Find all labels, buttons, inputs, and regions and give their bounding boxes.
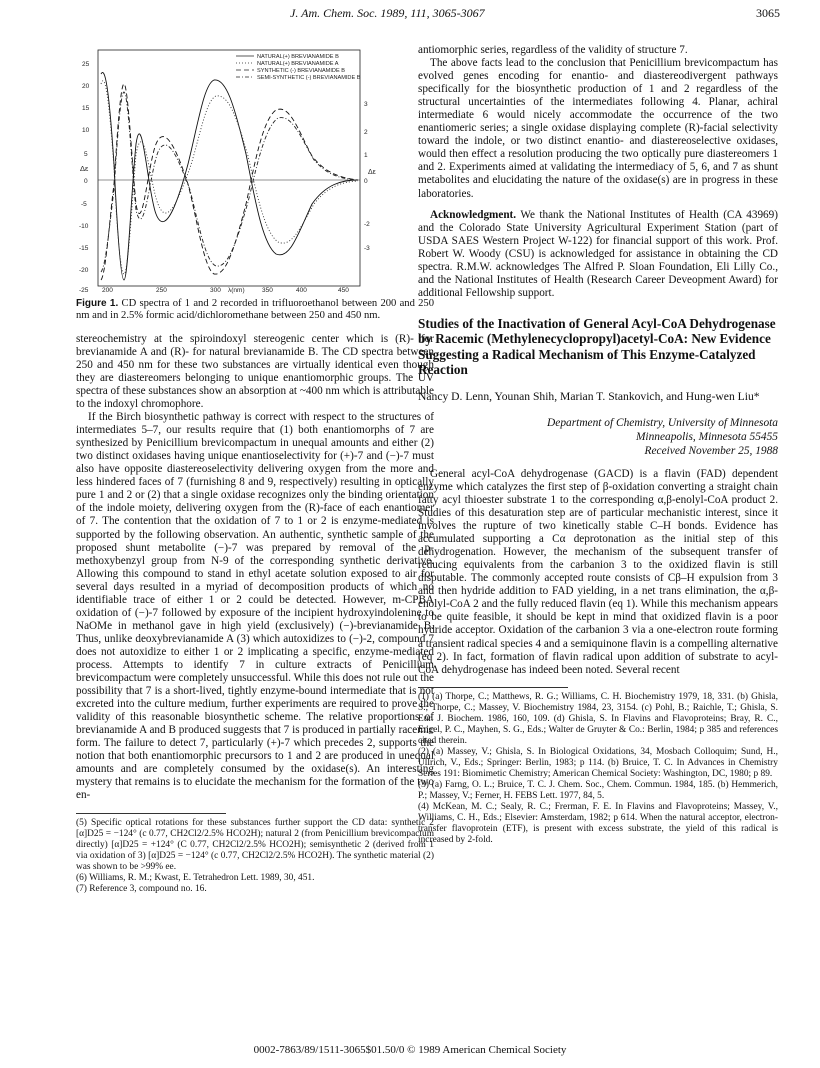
y-tick-right: 2 <box>364 129 368 136</box>
body-paragraph: antiomorphic series, regardless of the validity of structure 7. <box>418 44 688 56</box>
spectrum-natural-a <box>101 81 358 274</box>
y-tick-right: 1 <box>364 152 368 159</box>
y-tick-left: 25 <box>82 61 90 68</box>
y-tick-left: -5 <box>81 201 87 208</box>
copyright-footer: 0002-7863/89/1511-3065$01.50/0 © 1989 American Chemical Society <box>253 1044 567 1056</box>
x-tick: 300 <box>210 287 221 294</box>
x-unit-label: λ(nm) <box>228 287 245 294</box>
footnote: (6) Williams, R. M.; Kwast, E. Tetrahedron Lett. 1989, 30, 451. <box>76 872 315 883</box>
footnote-rule <box>418 687 568 688</box>
y-tick-left: 5 <box>84 151 88 158</box>
footnote: (4) McKean, M. C.; Sealy, R. C.; Frerman, F. E. In Flavins and Flavoproteins; Massey, V., Williams, C. H., Eds.; Elsevier: Amsterdam, 1982; p 614. When the natural acceptor, electron-transfer flavoprotein (ETF), is present with excess substrate, the yield of this radical is increased by 2-fold. <box>418 801 778 845</box>
body-paragraph: If the Birch biosynthetic pathway is correct with respect to the structures of intermediates 5–7, our results require that (1) both enantiomorphs of 7 are synthesized by Penicillium brevicompactum in unequal amounts and either (2) two distinct oxidases having unique enantioselectivity for (+)-7 and (−)-7 must also have opposite diastereoselectivity delivering oxygen from the more and less hindered faces of 7 (furnishing 8 and 9, respectively) resulting in optically pure 1 and 2 or (2) that a single oxidase recognizes only the binding orientation of the indole moiety, delivering oxygen from the (R)-face of each enantiomer of 7. The contention that the oxidation of 7 to 1 or 2 is enzyme-mediated is supported by the following observation. An authentic, synthetic sample of the proposed shunt metabolite (−)-7 was prepared by removal of the p-methoxybenzyl group from N-9 of the corresponding synthetic derivative. Allowing this compound to stand in ethyl acetate solution exposed to air for several days resulted in a myriad of decomposition products of which no identifiable trace of either 1 or 2 could be detected. However, m-CPBA oxidation of (−)-7 followed by exposure of the incipient hydroxyindolenine to NaOMe in methanol gave in high yield (exclusively) (−)-brevianamide B. Thus, unlike deoxybrevianamide A (3) which autoxidizes to (−)-2, compound 7 does not autoxidize to either 1 or 2 implicating a specific, enzyme-mediated process. Attempts to identify 7 in culture extracts of Penicillium brevicompactum were completely unsuccessful. While this does not rule out the possibility that 7 is a short-lived, tightly enzyme-bound intermediate that is not excreted into the culture medium, further experiments are required to prove the validity of this reasonable biosynthetic scheme. The relative proportions of brevianamide A and B produced suggests that 7 is produced in partially racemic form. The failure to detect 7, particularly (+)-7 which precedes 2, supports the notion that both enantiomorphic precursors to 1 and 2 are produced in unequal amounts and are completely consumed by the oxidase(s). An interesting mystery that remains is to elucidate the mechanism for the formation of the two en- <box>76 411 435 802</box>
cd-spectra-plot <box>76 44 376 294</box>
caption-text: CD spectra of 1 and 2 recorded in trifluoroethanol between 200 and 250 nm and in 2.5% formic acid/dichloromethane between 250 and 450 nm. <box>76 298 434 322</box>
left-axis-label: Δε <box>80 164 89 173</box>
acknowledgment-label: Acknowledgment. <box>430 208 517 221</box>
y-tick-right: -2 <box>364 221 370 228</box>
y-tick-left: 20 <box>82 83 90 90</box>
y-tick-left: -15 <box>79 245 89 252</box>
y-tick-left: 15 <box>82 105 90 112</box>
cd-spectra-figure <box>76 44 434 294</box>
y-tick-left: 10 <box>82 127 90 134</box>
right-column <box>418 44 778 846</box>
received-date: Received November 25, 1988 <box>644 444 778 457</box>
spectrum-natural-b <box>101 72 358 280</box>
x-tick: 250 <box>156 287 167 294</box>
article-title: Studies of the Inactivation of General Acyl-CoA Dehydrogenase by Racemic (Methylenecyclopropyl)acetyl-CoA: New Evidence Suggesting a Radical Mechanism of This Enzyme-Catalyzed Reaction <box>418 315 776 378</box>
spectrum-semisynthetic-b <box>101 92 358 272</box>
figure-caption <box>76 298 434 323</box>
y-tick-right: 0 <box>364 178 368 185</box>
journal-citation: J. Am. Chem. Soc. 1989, 111, 3065-3067 <box>290 6 485 20</box>
affiliation-line: Minneapolis, Minnesota 55455 <box>635 430 778 443</box>
article-authors: Nancy D. Lenn, Younan Shih, Marian T. Stankovich, and Hung-wen Liu* <box>418 389 760 403</box>
y-tick-right: 3 <box>364 101 368 108</box>
y-tick-left: 0 <box>84 178 88 185</box>
acknowledgment <box>418 209 778 300</box>
y-tick-left: -25 <box>79 287 89 294</box>
affiliation <box>418 416 778 458</box>
footnote-rule <box>76 813 226 814</box>
y-tick-left: -10 <box>79 223 89 230</box>
left-column <box>76 44 434 895</box>
page-number: 3065 <box>756 6 780 20</box>
caption-label: Figure 1. <box>76 298 119 309</box>
x-tick: 450 <box>338 287 349 294</box>
y-tick-right: -3 <box>364 245 370 252</box>
legend-entry: NATURAL(+) BREVIANAMIDE A <box>257 61 339 67</box>
footnote: (5) Specific optical rotations for these substances further support the CD data: synthetic 2 [α]D25 = −124° (c 0.77, CH2Cl2/2.5% HCO2H); natural 2 (from Penicillium brevicompactum directly) [α]D25 = +124° (C 0.77, CH2Cl2/2.5% HCO2H); semisynthetic 2 (derived from 1 via oxidation of 3) [α]D25 = −124° (c 0.77, CH2Cl2/2.5% HCO2H). The synthetic material (2) was shown to be >99% ee. <box>76 817 434 872</box>
footnote: (2) (a) Massey, V.; Ghisla, S. In Biological Oxidations, 34, Mosbach Colloquim; Sund, H., Ullrich, V., Eds.; Springer: Berlin, 1983; p 114. (b) Bruice, T. C. In Advances in Chemistry Series 191: Biomimetic Chemistry; American Chemical Society: Washington, DC, 1980; p 89. <box>418 746 778 779</box>
running-header <box>70 6 780 22</box>
y-tick-left: -20 <box>79 267 89 274</box>
x-tick: 400 <box>296 287 307 294</box>
footnote: (3) (a) Farng, O. L.; Bruice, T. C. J. Chem. Soc., Chem. Commun. 1984, 185. (b) Hemmerich, P.; Massey, V.; Ferner, H. FEBS Lett. 1977, 84, 5. <box>418 779 778 801</box>
right-axis-label: Δε <box>368 169 376 176</box>
footnote: (7) Reference 3, compound no. 16. <box>76 883 207 894</box>
body-paragraph: stereochemistry at the spiroindoxyl stereogenic center which is (R)- for brevianamide A and (R)- for natural brevianamide B. The CD spectra between 250 and 450 nm for these two substances are virtually identical even though they are diastereomers belonging to unique enantiomorphic groups. The UV spectra of these substances show an absorption at ~400 nm which is attributable to the indoxyl chromophore. <box>76 332 434 411</box>
spectrum-synthetic-b <box>101 84 358 280</box>
body-paragraph: General acyl-CoA dehydrogenase (GACD) is a flavin (FAD) dependent enzyme which catalyzes the first step of β-oxidation converting a straight chain fatty acyl thioester substrate 1 to the corresponding α,β-enolyl-CoA product 2. Studies of this desaturation step are of particular mechanistic interest, since it involves the rupture of two kinetically stable C–H bonds. Evidence has accumulated supporting a Cα deprotonation as the initial step of this dehydrogenation. However, the mechanism of the subsequent transfer of reducing equivalents from the carbanion 3 to the oxidized flavin is still disputable. The commonly accepted route consists of Cβ–H expulsion from 3 and then hydride addition to FAD yielding, in a net trans elimination, the α,β-enolyl-CoA 2 and the fully reduced flavin (eq 1). While this mechanism appears to be quite feasible, it should be kept in mind that oxidized flavin is a poor hydride acceptor. Oxidation of the carbanion 3 via a one-electron route forming a transient radical species 4 and a semiquinone flavin is a compelling alternative (eq 2). In fact, formation of flavin radical upon addition of substrate to acyl-CoA dehydrogenase has indeed been noted. Several recent <box>418 467 778 676</box>
legend-entry: SEMI-SYNTHETIC (-) BREVIANAMIDE B <box>257 75 361 81</box>
legend-entry: SYNTHETIC (-) BREVIANAMIDE B <box>257 68 345 74</box>
x-tick: 200 <box>102 287 113 294</box>
footnote: (1) (a) Thorpe, C.; Matthews, R. G.; Williams, C. H. Biochemistry 1979, 18, 331. (b) Ghisla, S.; Thorpe, C.; Massey, V. Biochemistry 1984, 23, 3154. (c) Pohl, B.; Raichle, T.; Ghisla, S. Eur. J. Biochem. 1986, 160, 109. (d) Ghisla, S. In Flavins and Flavoproteins; Bray, R. C., Engel, P. C., Mayhen, S. G., Eds.; Walter de Gruyter & Co.: Berlin, 1984; p 385 and references cited therein. <box>418 691 778 746</box>
body-paragraph: The above facts lead to the conclusion that Penicillium brevicompactum has evolved genes encoding for enantio- and diastereodivergent pathways specifically for the biosynthetic production of 1 and 2 regardless of the structural uncertainties of the intermediates following 4. Planar, achiral intermediate 6 would nicely accommodate the occurrence of the two enantiomeric series; a single oxidase displaying complete (R)-facial selectivity toward the indole, or two distinct enantio- and diastereoselective oxidases, would then effect a resolution producing the two optically pure diastereomers 1 and 2. Experiments aimed at validating the intermediacy of 5, 6, and 7 as shunt metabolites and elucidating the nature of the oxidase(s) are in progress in these laboratories. <box>418 57 778 200</box>
legend-entry: NATURAL(+) BREVIANAMIDE B <box>257 54 339 60</box>
acknowledgment-text: We thank the National Institutes of Health (CA 43969) and the Colorado State University Agricultural Experiment Station (part of USDA SAES Western Project W-122) for financial support of this work. Prof. Robert W. Woody (CSU) is acknowledged for assistance in obtaining the CD spectra. R.M.W. acknowledges The Alfred P. Sloan Foundation, Eli Lilly Co., and the National Institutes of Health (Research Career Deveopment Award) for additional Fellowship support. <box>418 208 778 299</box>
x-tick: 350 <box>262 287 273 294</box>
affiliation-line: Department of Chemistry, University of Minnesota <box>547 416 778 429</box>
